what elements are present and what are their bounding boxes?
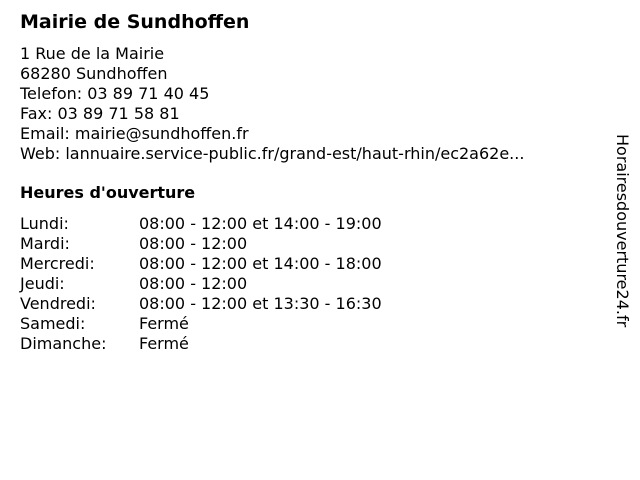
phone-number: Telefon: 03 89 71 40 45	[20, 84, 210, 103]
hours-value: Fermé	[139, 334, 189, 353]
day-label: Jeudi:	[20, 274, 65, 293]
day-label: Vendredi:	[20, 294, 96, 313]
day-label: Lundi:	[20, 214, 69, 233]
hours-value: Fermé	[139, 314, 189, 333]
hours-value: 08:00 - 12:00	[139, 234, 248, 253]
day-label: Samedi:	[20, 314, 86, 333]
day-label: Mercredi:	[20, 254, 95, 273]
site-brand-vertical: Horairesdouverture24.fr	[613, 134, 632, 328]
hours-value: 08:00 - 12:00 et 14:00 - 19:00	[139, 214, 382, 233]
address-street: 1 Rue de la Mairie	[20, 44, 165, 63]
hours-value: 08:00 - 12:00	[139, 274, 248, 293]
opening-hours-heading: Heures d'ouverture	[20, 183, 196, 202]
fax-number: Fax: 03 89 71 58 81	[20, 104, 180, 123]
website-link: Web: lannuaire.service-public.fr/grand-est/haut-rhin/ec2a62e...	[20, 144, 525, 163]
day-label: Dimanche:	[20, 334, 107, 353]
hours-value: 08:00 - 12:00 et 13:30 - 16:30	[139, 294, 382, 313]
page-title: Mairie de Sundhoffen	[20, 11, 250, 33]
address-city: 68280 Sundhoffen	[20, 64, 168, 83]
email-address: Email: mairie@sundhoffen.fr	[20, 124, 249, 143]
contact-block	[20, 44, 524, 164]
hours-value: 08:00 - 12:00 et 14:00 - 18:00	[139, 254, 382, 273]
day-label: Mardi:	[20, 234, 70, 253]
